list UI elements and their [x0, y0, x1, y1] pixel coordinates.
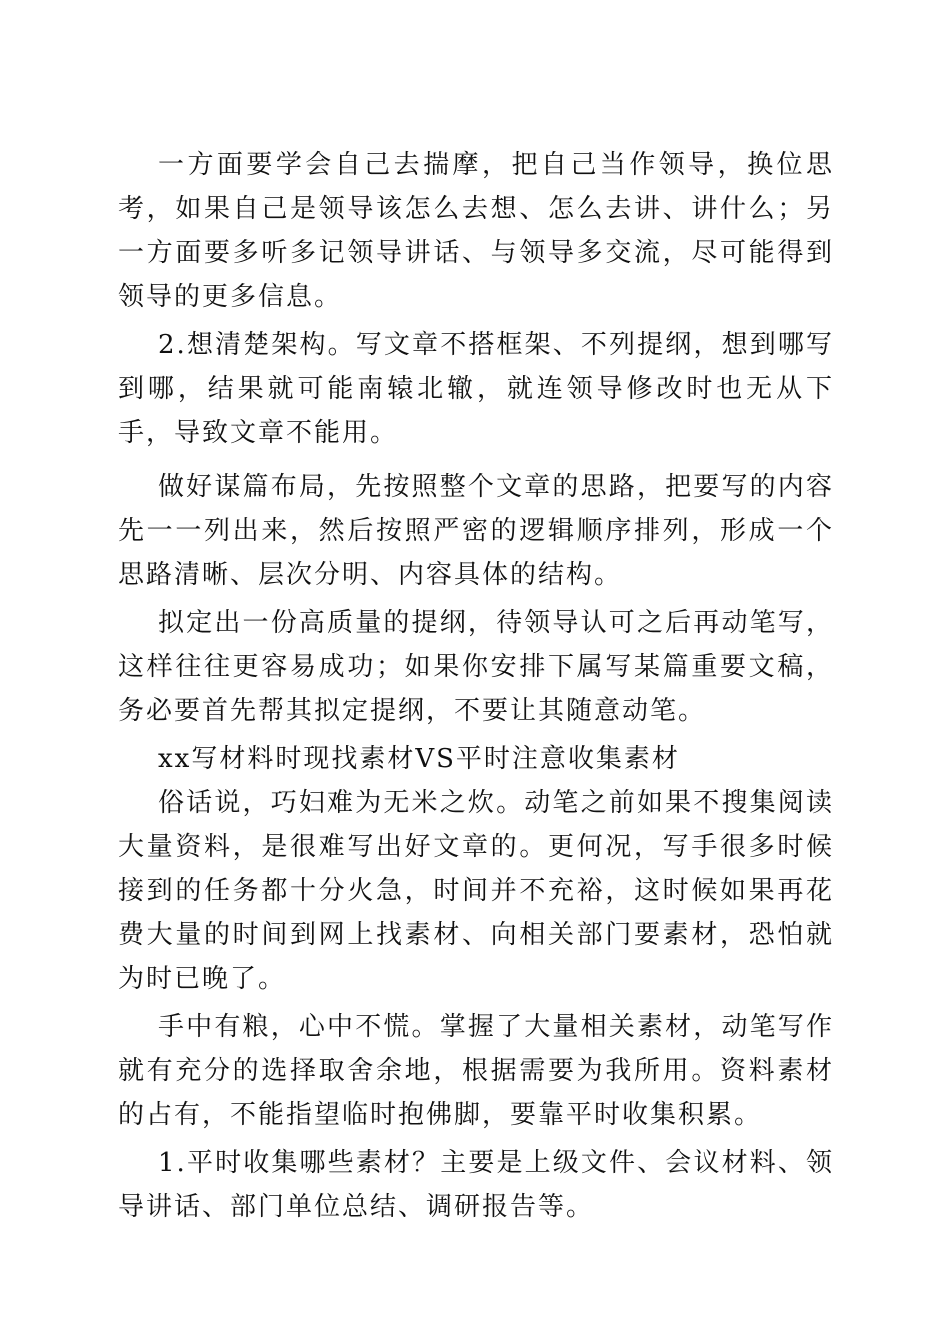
paragraph-7: 1.平时收集哪些素材？主要是上级文件、会议材料、领导讲话、部门单位总结、调研报告等。 — [118, 1148, 834, 1222]
paragraph-2: 2.想清楚架构。写文章不搭框架、不列提纲，想到哪写到哪，结果就可能南辕北辙，就连领导修改时也无从下手，导致文章不能用。 — [118, 330, 834, 448]
paragraph-4: 拟定出一份高质量的提纲，待领导认可之后再动笔写，这样往往更容易成功；如果你安排下属写某篇重要文稿，务必要首先帮其拟定提纲，不要让其随意动笔。 — [118, 608, 834, 726]
paragraph-1: 一方面要学会自己去揣摩，把自己当作领导，换位思考，如果自己是领导该怎么去想、怎么去讲、讲什么；另一方面要多听多记领导讲话、与领导多交流，尽可能得到领导的更多信息。 — [118, 150, 834, 312]
paragraph-3: 做好谋篇布局，先按照整个文章的思路，把要写的内容先一一列出来，然后按照严密的逻辑顺序排列，形成一个思路清晰、层次分明、内容具体的结构。 — [118, 472, 834, 590]
paragraph-5: 俗话说，巧妇难为无米之炊。动笔之前如果不搜集阅读大量资料，是很难写出好文章的。更何况，写手很多时候接到的任务都十分火急，时间并不充裕，这时候如果再花费大量的时间到网上找素材、向相关部门要素材，恐怕就为时已晚了。 — [118, 788, 834, 994]
document-body — [118, 143, 834, 1229]
section-heading: xx写材料时现找素材VS平时注意收集素材 — [158, 744, 680, 774]
paragraph-6: 手中有粮，心中不慌。掌握了大量相关素材，动笔写作就有充分的选择取舍余地，根据需要为我所用。资料素材的占有，不能指望临时抱佛脚，要靠平时收集积累。 — [118, 1012, 834, 1130]
